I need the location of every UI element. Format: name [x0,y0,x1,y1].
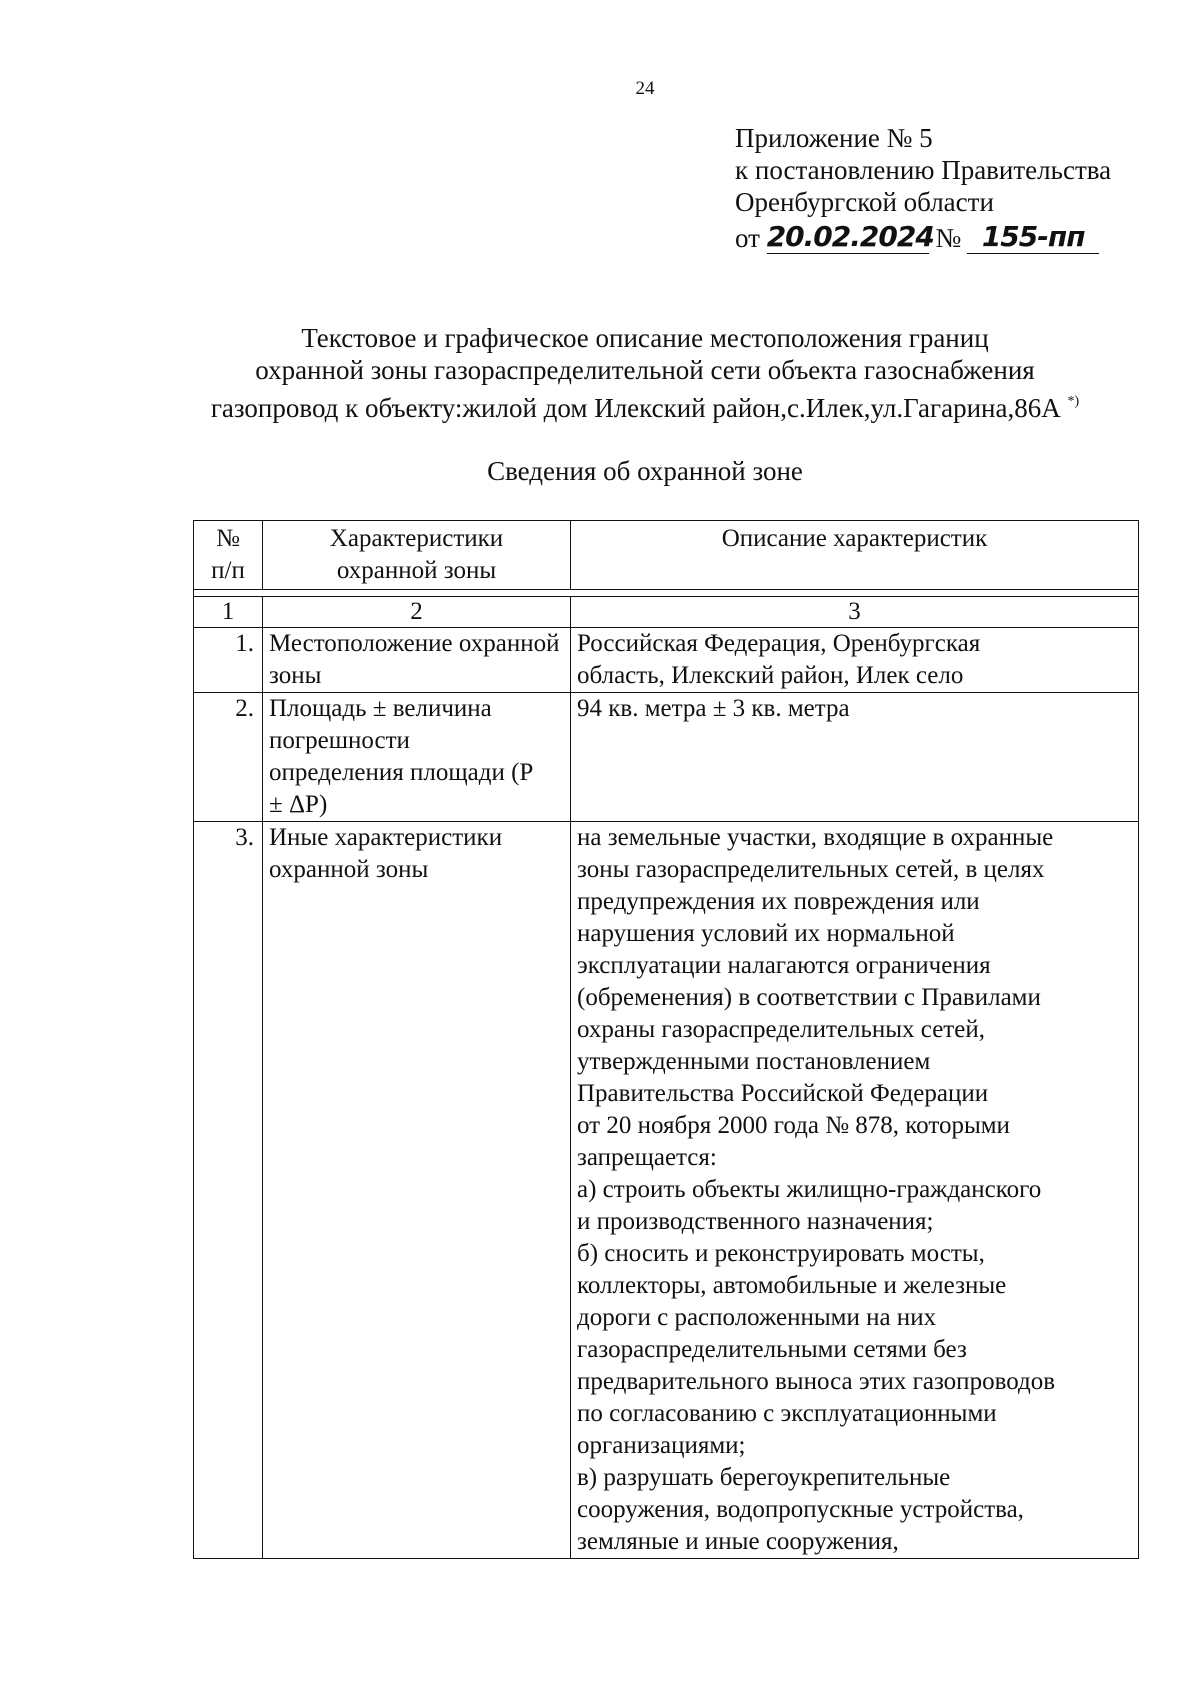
description-line: по согласованию с эксплуатационными [577,1400,997,1427]
column-number: 3 [571,597,1139,628]
title-line-2: охранной зоны газораспределительной сети объекта газоснабжения [255,355,1035,385]
page-number: 24 [635,78,655,99]
row-number: 1. [194,628,263,693]
title-line-1: Текстовое и графическое описание местоположения границ [301,323,989,353]
header-description: Описание характеристик [571,521,1139,590]
protection-zone-table [193,520,1139,1559]
description-line: предварительного выноса этих газопроводов [577,1368,1056,1395]
description-line: предупреждения их повреждения или [577,888,980,915]
description-line: организациями; [577,1432,746,1459]
document-number: 155-пп [981,220,1085,253]
appendix-line-2: к постановлению Правительства [735,155,1112,185]
description-line: земляные и иные сооружения, [577,1528,899,1555]
footnote-mark: *) [1067,394,1080,409]
column-number-row [194,597,1139,628]
row-description [571,693,1139,822]
description-line: Российская Федерация, Оренбургская [577,630,981,657]
row-characteristic: Иные характеристики охранной зоны [263,822,571,1559]
description-line: 94 кв. метра ± 3 кв. метра [577,695,850,722]
description-line: от 20 ноября 2000 года № 878, которыми [577,1112,1010,1139]
row-number: 2. [194,693,263,822]
description-line: охраны газораспределительных сетей, [577,1016,985,1043]
document-date-handwritten [766,220,934,254]
document-date: 20.02.2024 [766,220,934,253]
column-number: 2 [263,597,571,628]
row-number: 3. [194,822,263,1559]
description-line: запрещается: [577,1144,717,1171]
document-number-handwritten [967,220,1099,254]
description-line: эксплуатации налагаются ограничения [577,952,991,979]
description-line: зоны газораспределительных сетей, в целях [577,856,1045,883]
description-line: б) сносить и реконструировать мосты, [577,1240,985,1267]
table-row [194,822,1139,1559]
appendix-date-line [735,222,1111,254]
description-line: и производственного назначения; [577,1208,934,1235]
section-subtitle: Сведения об охранной зоне [487,456,803,486]
description-line: дороги с расположенными на них [577,1304,937,1331]
row-description [571,628,1139,693]
number-label: № [935,223,962,253]
title-line-3 [0,386,1200,424]
appendix-line-1: Приложение № 5 [735,123,933,153]
description-line: Правительства Российской Федерации [577,1080,989,1107]
appendix-block [735,122,1111,254]
table-row [194,628,1139,693]
row-characteristic: Местоположение охранной зоны [263,628,571,693]
description-line: (обременения) в соответствии с Правилами [577,984,1041,1011]
description-line: на земельные участки, входящие в охранные [577,824,1054,851]
description-line: утвержденными постановлением [577,1048,931,1075]
description-line: коллекторы, автомобильные и железные [577,1272,1007,1299]
column-number: 1 [194,597,263,628]
description-line: газораспределительными сетями без [577,1336,967,1363]
date-prefix: от [735,223,760,253]
row-characteristic: Площадь ± величина погрешности определения площади (P ± ΔP) [263,693,571,822]
title-line-3-text: газопровод к объекту:жилой дом Илекский район,с.Илек,ул.Гагарина,86А [210,393,1061,423]
row-description [571,822,1139,1559]
header-characteristic: Характеристики охранной зоны [263,521,571,590]
description-line: область, Илекский район, Илек село [577,662,964,689]
table-header-row [194,521,1139,590]
description-line: а) строить объекты жилищно-гражданского [577,1176,1042,1203]
description-line: в) разрушать берегоукрепительные [577,1464,951,1491]
table-row [194,693,1139,822]
description-line: нарушения условий их нормальной [577,920,955,947]
document-title [0,322,1200,424]
table-spacer [194,590,1139,597]
appendix-line-3: Оренбургской области [735,187,994,217]
header-number: № п/п [194,521,263,590]
description-line: сооружения, водопропускные устройства, [577,1496,1024,1523]
